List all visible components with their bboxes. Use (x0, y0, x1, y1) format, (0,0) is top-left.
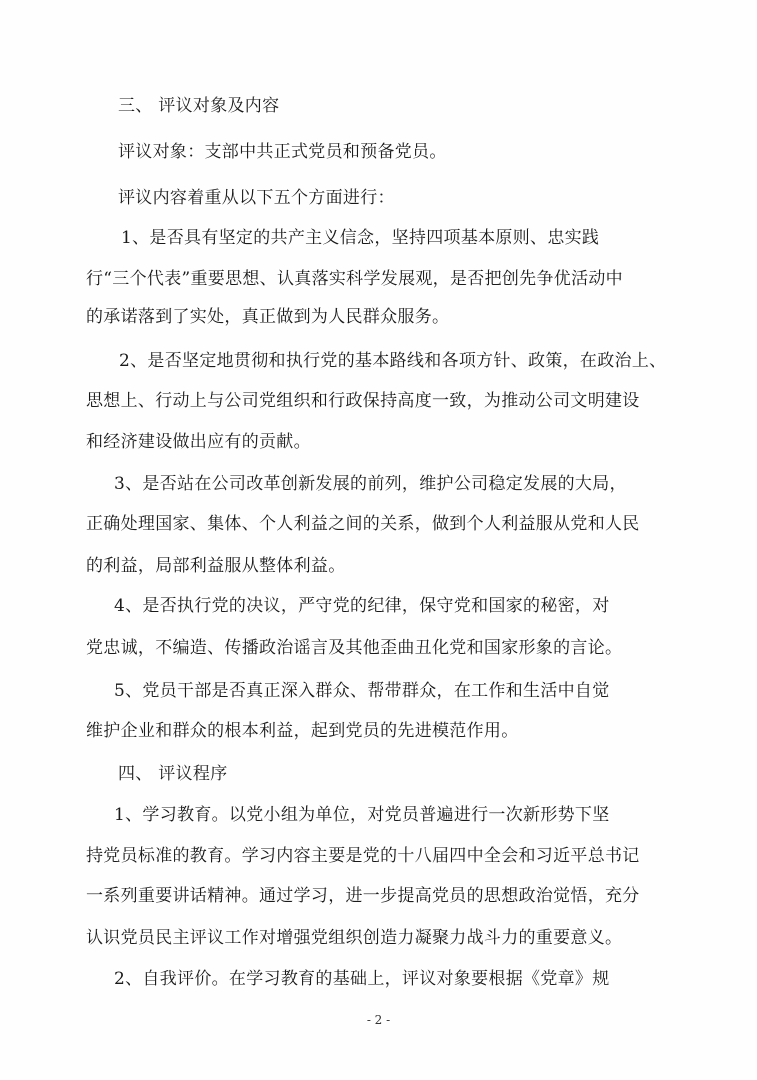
item-3-line: 正确处理国家、集体、个人利益之间的关系，做到个人利益服从党和人民 (86, 514, 640, 534)
procedure-1-line: 1、学习教育。以党小组为单位，对党员普遍进行一次新形势下坚 (114, 805, 610, 825)
item-5-line: 5、党员干部是否真正深入群众、帮带群众，在工作和生活中自觉 (114, 681, 610, 701)
item-2-line: 思想上、行动上与公司党组织和行政保持高度一致，为推动公司文明建设 (86, 391, 640, 411)
procedure-1-line: 一系列重要讲话精神。通过学习，进一步提高党员的思想政治觉悟，充分 (86, 886, 640, 906)
item-3-line: 的利益，局部利益服从整体利益。 (86, 556, 346, 576)
procedure-2-line: 2、自我评价。在学习教育的基础上，评议对象要根据《党章》规 (114, 969, 610, 989)
paragraph-line: 评议内容着重从以下五个方面进行： (118, 188, 395, 208)
item-1-line: 1、是否具有坚定的共产主义信念，坚持四项基本原则、忠实践 (121, 228, 600, 248)
section-heading-four: 四、 评议程序 (118, 764, 228, 784)
item-2-line: 和经济建设做出应有的贡献。 (86, 432, 311, 452)
item-4-line: 4、是否执行党的决议，严守党的纪律，保守党和国家的秘密，对 (114, 596, 610, 616)
procedure-1-line: 持党员标准的教育。学习内容主要是党的十八届四中全会和习近平总书记 (86, 846, 640, 866)
item-4-line: 党忠诚，不编造、传播政治谣言及其他歪曲丑化党和国家形象的言论。 (86, 638, 623, 658)
item-5-line: 维护企业和群众的根本利益，起到党员的先进模范作用。 (86, 721, 519, 741)
paragraph-line: 评议对象：支部中共正式党员和预备党员。 (118, 142, 447, 162)
page-number: - 2 - (366, 1013, 391, 1027)
section-heading-three: 三、 评议对象及内容 (118, 96, 280, 116)
item-3-line: 3、是否站在公司改革创新发展的前列，维护公司稳定发展的大局， (114, 474, 627, 494)
item-1-line: 的承诺落到了实处，真正做到为人民群众服务。 (86, 307, 450, 327)
procedure-1-line: 认识党员民主评议工作对增强党组织创造力凝聚力战斗力的重要意义。 (86, 928, 623, 948)
item-2-line: 2、是否坚定地贯彻和执行党的基本路线和各项方针、政策，在政治上、 (119, 351, 667, 371)
item-1-line: 行“三个代表”重要思想、认真落实科学发展观，是否把创先争优活动中 (86, 269, 623, 289)
